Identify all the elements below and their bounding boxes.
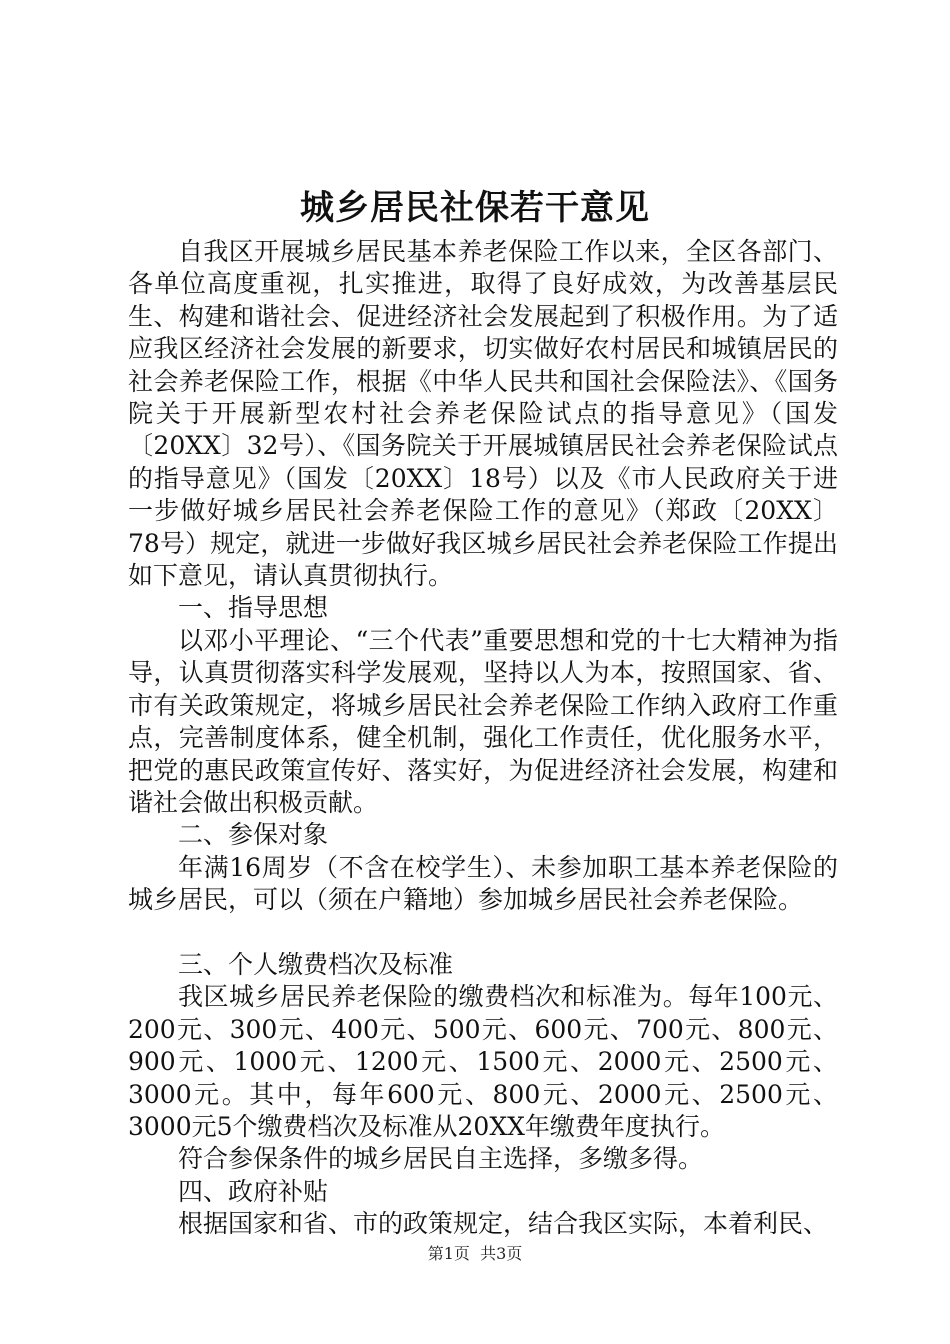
- guiding-ideology-paragraph: 以邓小平理论、“三个代表”重要思想和党的十七大精神为指导，认真贯彻落实科学发展观，坚持以人为本，按照国家、省、市有关政策规定，将城乡居民社会养老保险工作纳入政府工作重点，完善制度体系，健全机制，强化工作责任，优化服务水平，把党的惠民政策宣传好、落实好，为促进经济社会发展，构建和谐社会做出积极贡献。: [128, 625, 838, 817]
- contribution-levels-paragraph: 我区城乡居民养老保险的缴费档次和标准为。每年100元、200元、300元、400元、500元、600元、700元、800元、900元、1000元、1200元、1500元、2000元、2500元、3000元。其中，每年600元、800元、2000元、2500元、3000元5个缴费档次及标准从20XX年缴费年度执行。: [128, 982, 838, 1141]
- section-heading-contribution-levels: 三、个人缴费档次及标准: [178, 949, 454, 979]
- government-subsidy-paragraph: 根据国家和省、市的政策规定，结合我区实际，本着利民、: [178, 1209, 829, 1239]
- intro-paragraph: 自我区开展城乡居民基本养老保险工作以来，全区各部门、各单位高度重视，扎实推进，取得了良好成效，为改善基层民生、构建和谐社会、促进经济社会发展起到了积极作用。为了适应我区经济社会发展的新要求，切实做好农村居民和城镇居民的社会养老保险工作，根据《中华人民共和国社会保险法》、《国务院关于开展新型农村社会养老保险试点的指导意见》（国发〔20XX〕32号）、《国务院关于开展城镇居民社会养老保险试点的指导意见》（国发〔20XX〕18号）以及《市人民政府关于进一步做好城乡居民社会养老保险工作的意见》（郑政〔20XX〕78号）规定，就进一步做好我区城乡居民社会养老保险工作提出如下意见，请认真贯彻执行。: [128, 237, 838, 591]
- voluntary-choice-paragraph: 符合参保条件的城乡居民自主选择，多缴多得。: [178, 1144, 704, 1174]
- section-heading-guiding-ideology: 一、指导思想: [178, 593, 329, 623]
- page-number: 第1页: [427, 1244, 470, 1263]
- document-body: [128, 236, 838, 1241]
- insured-persons-paragraph: 年满16周岁（不含在校学生）、未参加职工基本养老保险的城乡居民，可以（须在户籍地）参加城乡居民社会养老保险。: [128, 852, 838, 915]
- page-total: 共3页: [480, 1244, 523, 1263]
- section-heading-insured-persons: 二、参保对象: [178, 820, 329, 850]
- page-footer: [0, 1243, 950, 1265]
- section-heading-government-subsidy: 四、政府补贴: [178, 1176, 329, 1206]
- document-title: 城乡居民社保若干意见: [300, 188, 650, 228]
